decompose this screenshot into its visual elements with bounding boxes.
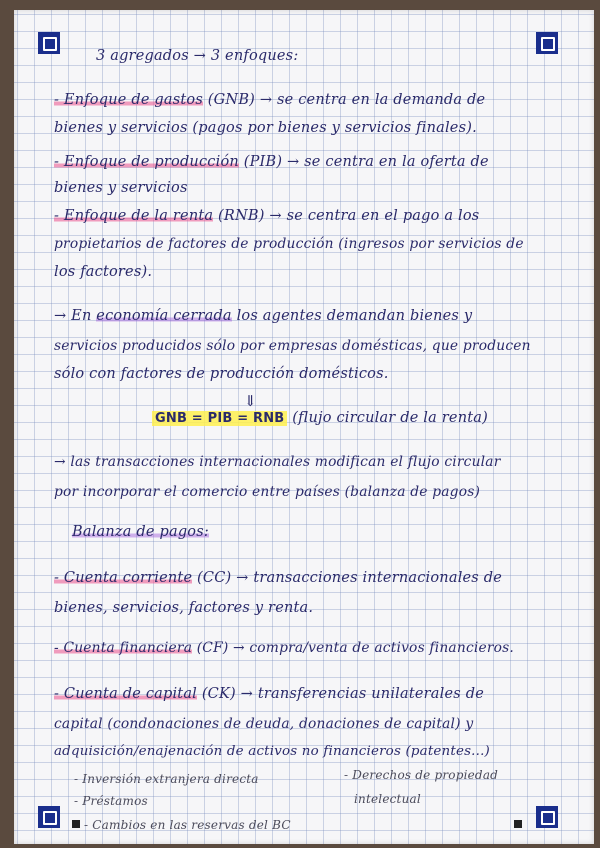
text-line: propietarios de factores de producción (ingresos por servicios de [54, 236, 524, 252]
text-line [54, 92, 485, 108]
text-line: - Cambios en las reservas del BC [84, 818, 291, 832]
term-highlight: economía cerrada [96, 308, 232, 324]
text-line: bienes y servicios (pagos por bienes y servicios finales). [54, 120, 477, 136]
text-line: capital (condonaciones de deuda, donaciones de capital) y [54, 716, 474, 732]
corner-marker-icon [536, 32, 558, 54]
text-line [54, 686, 484, 702]
text-span: → En [54, 308, 97, 324]
heading-line: 3 agregados → 3 enfoques: [96, 48, 299, 64]
text-line [152, 410, 488, 426]
text-span: (GNB) → se centra en la demanda de [202, 92, 486, 108]
text-line: por incorporar el comercio entre países (balanza de pagos) [54, 484, 481, 500]
notebook-page [14, 10, 594, 844]
text-line [54, 154, 489, 170]
term-highlight: - Enfoque de la renta [54, 208, 214, 224]
section-title [72, 524, 209, 540]
text-line: → las transacciones internacionales modifican el flujo circular [54, 454, 501, 470]
text-line [54, 308, 472, 324]
term-highlight: - Enfoque de producción [54, 154, 239, 170]
square-mark-icon [514, 820, 522, 828]
square-mark-icon [72, 820, 80, 828]
term-highlight: - Enfoque de gastos [54, 92, 203, 108]
text-line: adquisición/enajenación de activos no financieros (patentes...) [54, 744, 490, 759]
text-span: (CK) → transferencias unilaterales de [197, 686, 484, 702]
text-line [54, 570, 502, 586]
corner-marker-icon [536, 806, 558, 828]
text-span: (CC) → transacciones internacionales de [192, 570, 503, 586]
text-line: los factores). [54, 264, 153, 280]
text-line: bienes, servicios, factores y renta. [54, 600, 314, 616]
text-line: - Derechos de propiedad [344, 768, 499, 782]
text-line: intelectual [354, 792, 421, 806]
text-line: - Préstamos [74, 794, 148, 808]
text-line: bienes y servicios [54, 180, 188, 196]
text-span: (CF) → compra/venta de activos financieros. [192, 640, 515, 656]
term-highlight: - Cuenta de capital [54, 686, 198, 702]
corner-marker-icon [38, 806, 60, 828]
text-line: servicios producidos sólo por empresas domésticas, que producen [54, 338, 531, 354]
term-highlight: Balanza de pagos: [72, 524, 209, 540]
term-highlight: - Cuenta financiera [54, 640, 193, 656]
text-span: (RNB) → se centra en el pago a los [213, 208, 480, 224]
text-line: sólo con factores de producción domésticos. [54, 366, 389, 382]
down-arrow-icon: ⇓ [244, 392, 257, 410]
text-span: (PIB) → se centra en la oferta de [238, 154, 489, 170]
text-line: - Inversión extranjera directa [74, 772, 259, 786]
text-line [54, 208, 479, 224]
corner-marker-icon [38, 32, 60, 54]
equation-highlight: GNB = PIB = RNB [152, 411, 287, 426]
term-highlight: - Cuenta corriente [54, 570, 193, 586]
text-span: (flujo circular de la renta) [287, 410, 488, 426]
text-span: los agentes demandan bienes y [231, 308, 473, 324]
text-line [54, 640, 514, 656]
